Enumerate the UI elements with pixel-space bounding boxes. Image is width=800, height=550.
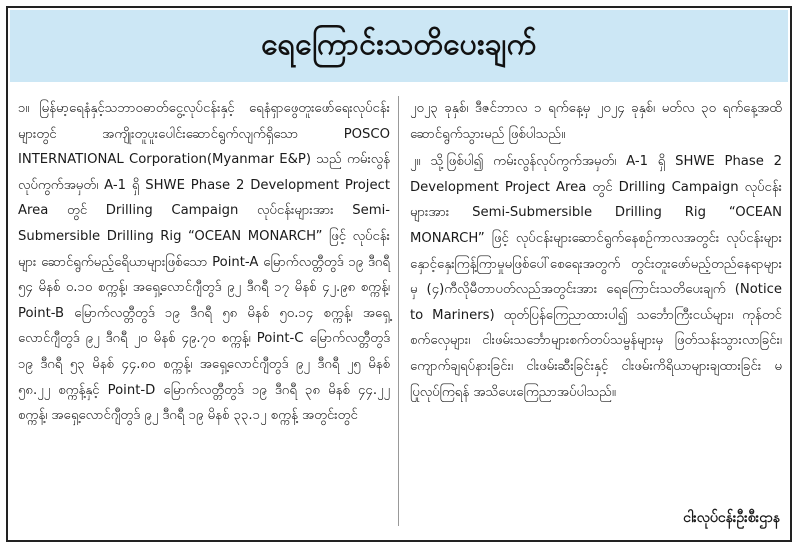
- page-title: ရေကြောင်းသတိပေးချက်: [261, 26, 537, 62]
- paragraph-1-text: မြန်မာ့ရေနံနှင့်သဘာဝဓာတ်ငွေ့လုပ်ငန်းနှင့် ရေနံရှာဖွေတူးဖော်ရေးလုပ်ငန်းများတွင် အကျိုးတူပူးပေါင်းဆောင်ရွက်လျက်ရှိသော POSCO INTERNATIONAL Corporation(Myanmar E&P) သည် ကမ်းလွန်လုပ်ကွက်အမှတ်၊ A-1 ရှိ SHWE Phase 2 Development Project Area တွင် Drilling Campaign လုပ်ငန်းများအား Semi-Submersible Drilling Rig “OCEAN MONARCH” ဖြင့် လုပ်ငန်းများ ဆောင်ရွက်မည့်ရေိယာများဖြစ်သော Point-A မြောက်လတ္တီတွဒ် ၁၉ ဒီဂရီ ၅၄ မိနစ် ၀.၁၀ စက္ကန့်၊ အရှေ့လောင်ဂျီတွဒ် ၉၂ ဒီဂရီ ၁၇ မိနစ် ၄၂.၉၈ စက္ကန့်၊ Point-B မြောက်လတ္တီတွဒ် ၁၉ ဒီဂရီ ၅၈ မိနစ် ၅၀.၁၄ စက္ကန့်၊ အရှေ့လောင်ဂျီတွဒ် ၉၂ ဒီဂရီ ၂၀ မိနစ် ၄၉.၇၀ စက္ကန့်၊ Point-C မြောက်လတ္တီတွဒ် ၁၉ ဒီဂရီ ၅၃ မိနစ် ၄၄.၈၀ စက္ကန့်၊ အရှေ့လောင်ဂျီတွဒ် ၉၂ ဒီဂရီ ၂၅ မိနစ် ၅၈.၂၂ စက္ကန့်နှင့် Point-D မြောက်လတ္တီတွဒ် ၁၉ ဒီဂရီ ၃၈ မိနစ် ၄၄.၂၂ စက္ကန့်၊ အရှေ့လောင်ဂျီတွဒ် ၉၂ ဒီဂရီ ၁၉ မိနစ် ၃၃.၁၂ စက္ကန့် အတွင်းတွင်: [18, 101, 390, 424]
- column-divider: [398, 96, 399, 526]
- header-banner: [10, 10, 788, 82]
- issuer-signature: ငါးလုပ်ငန်းဦးစီးဌာန: [683, 510, 780, 526]
- paragraph-2-number: ၂။: [410, 154, 421, 170]
- right-column: [410, 96, 782, 405]
- paragraph-1-continued: ၂၀၂၃ ခုနှစ်၊ ဒီဇင်ဘာလ ၁ ရက်နေ့မှ ၂၀၂၄ ခုနှစ်၊ မတ်လ ၃၀ ရက်နေ့အထိ ဆောင်ရွက်သွားမည် ဖြစ်ပါသည်။: [410, 101, 782, 142]
- paragraph-1-number: ၁။: [18, 101, 30, 116]
- paragraph-2: [410, 149, 782, 405]
- left-column: [18, 96, 390, 429]
- paragraph-2-text: သို့ဖြစ်ပါ၍ ကမ်းလွန်လုပ်ကွက်အမှတ်၊ A-1 ရှိ SHWE Phase 2 Development Project Area တွင် Drilling Campaign လုပ်ငန်းများအား Semi-Submersible Drilling Rig “OCEAN MONARCH” ဖြင့် လုပ်ငန်းများဆောင်ရွက်နေစဉ်ကာလအတွင်း လုပ်ငန်းများနှောင့်နှေးကြန့်ကြာမှုမဖြစ်ပေါ်စေရေးအတွက် တွင်းတူးဖော်မည့်တည်နေရာများမှ (၄)ကီလိုမီတာပတ်လည်အတွင်းအား ရေကြောင်းသတိပေးချက် (Notice to Mariners) ထုတ်ပြန်ကြေညာထားပါ၍ သင်္ဘောကြီးငယ်များ၊ ကုန်တင်စက်လှေများ၊ ငါးဖမ်းသင်္ဘောများစက်တပ်သမ္ဗန်များမှ ဖြတ်သန်းသွားလာခြင်း၊ ကျောက်ချရပ်နားခြင်း၊ ငါးဖမ်းဆီးခြင်းနှင့် ငါးဖမ်းကိရိယာများချထားခြင်း မပြုလုပ်ကြရန် အသိပေးကြေညာအပ်ပါသည်။: [410, 154, 782, 400]
- paragraph-1: [18, 96, 390, 429]
